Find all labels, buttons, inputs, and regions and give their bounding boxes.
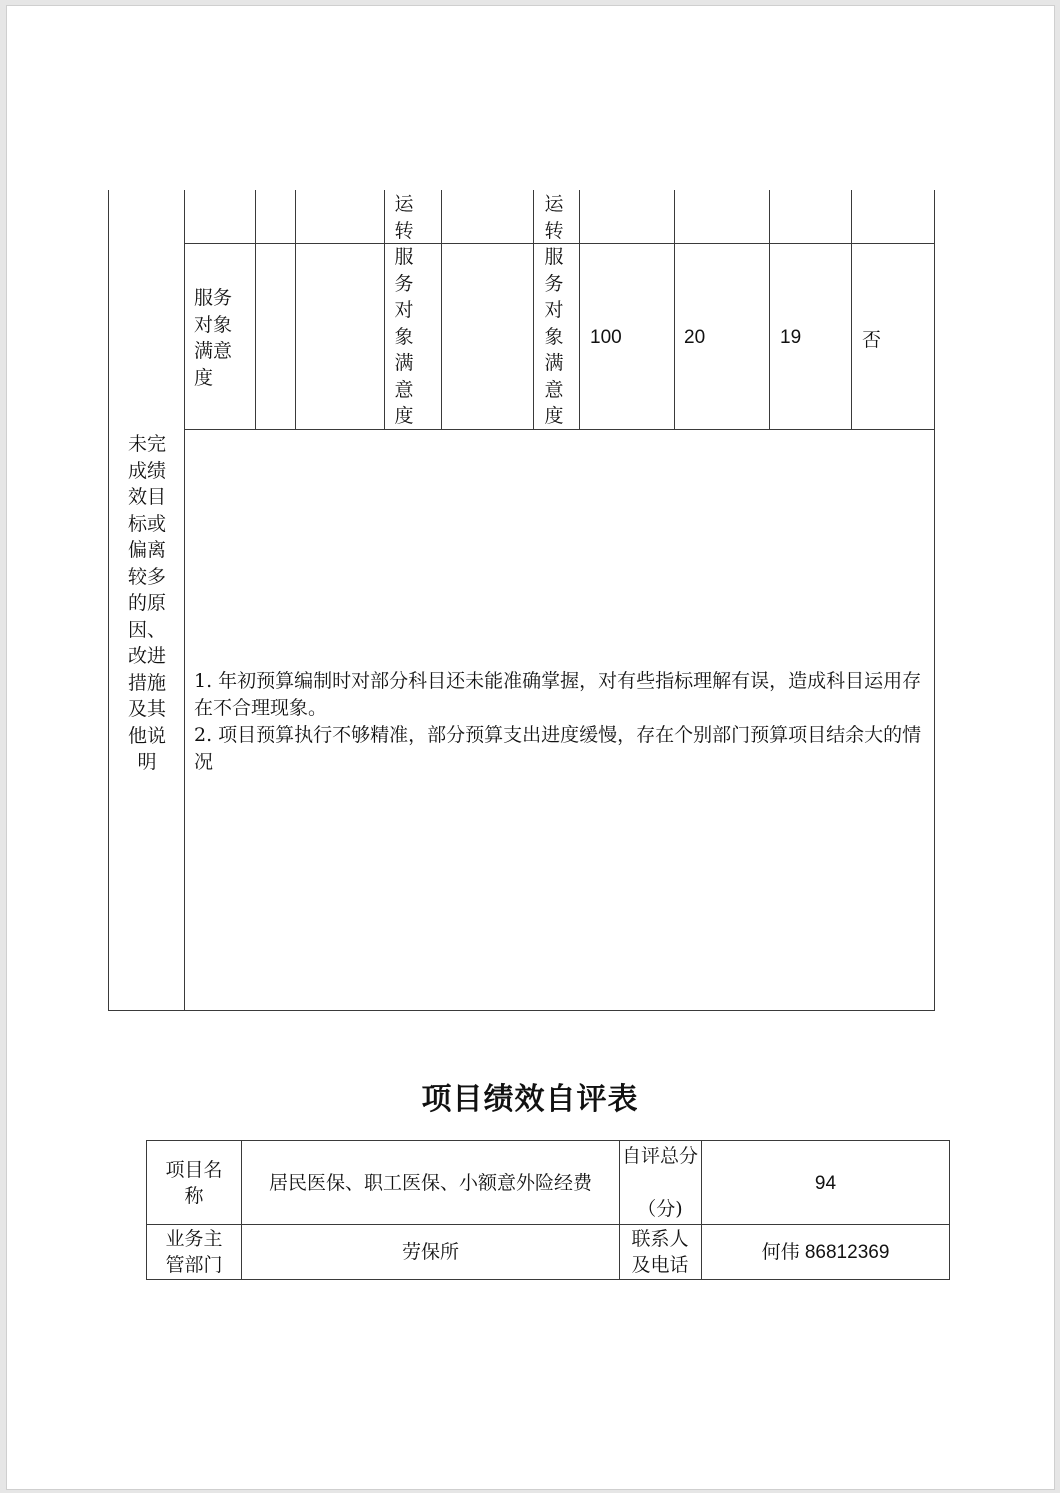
target-value-cell: 服务对象满意度 xyxy=(544,246,564,427)
project-name-value: 居民医保、职工医保、小额意外险经费 xyxy=(268,1172,592,1194)
reason-item-2: 2. 项目预算执行不够精准，部分预算支出进度缓慢，存在个别部门预算项目结余大的情况 xyxy=(194,724,922,773)
deviation-cell: 否 xyxy=(862,329,882,351)
dept-value: 劳保所 xyxy=(401,1241,459,1263)
tertiary-indicator-cell: 服务对象满意度 xyxy=(394,246,414,427)
reasons-label: 未完成绩效目标或偏离较多的原因、改进措施及其他说明 xyxy=(127,433,166,773)
total-score-label: 自评总分 xyxy=(622,1145,699,1167)
indicator-name-cell: 运转 xyxy=(394,193,414,242)
reason-item-1: 1. 年初预算编制时对部分科目还未能准确掌握，对有些指标理解有误，造成科目运用存在不合理现象。 xyxy=(194,670,922,719)
total-score-unit: （分) xyxy=(637,1198,683,1220)
full-score-cell: 100 xyxy=(590,327,622,348)
secondary-indicator-cell: 服务对象满意度 xyxy=(194,287,233,389)
project-name-label: 项目名称 xyxy=(165,1159,223,1207)
total-score-value: 94 xyxy=(814,1173,837,1194)
dept-label: 业务主管部门 xyxy=(165,1228,223,1276)
score-cell: 19 xyxy=(780,327,802,348)
indicator-value-cell: 运转 xyxy=(544,193,564,242)
page-title: 项目绩效自评表 xyxy=(421,1082,639,1117)
contact-value: 何伟 86812369 xyxy=(761,1242,890,1263)
contact-label: 联系人及电话 xyxy=(631,1228,689,1276)
weight-cell: 20 xyxy=(684,327,706,348)
